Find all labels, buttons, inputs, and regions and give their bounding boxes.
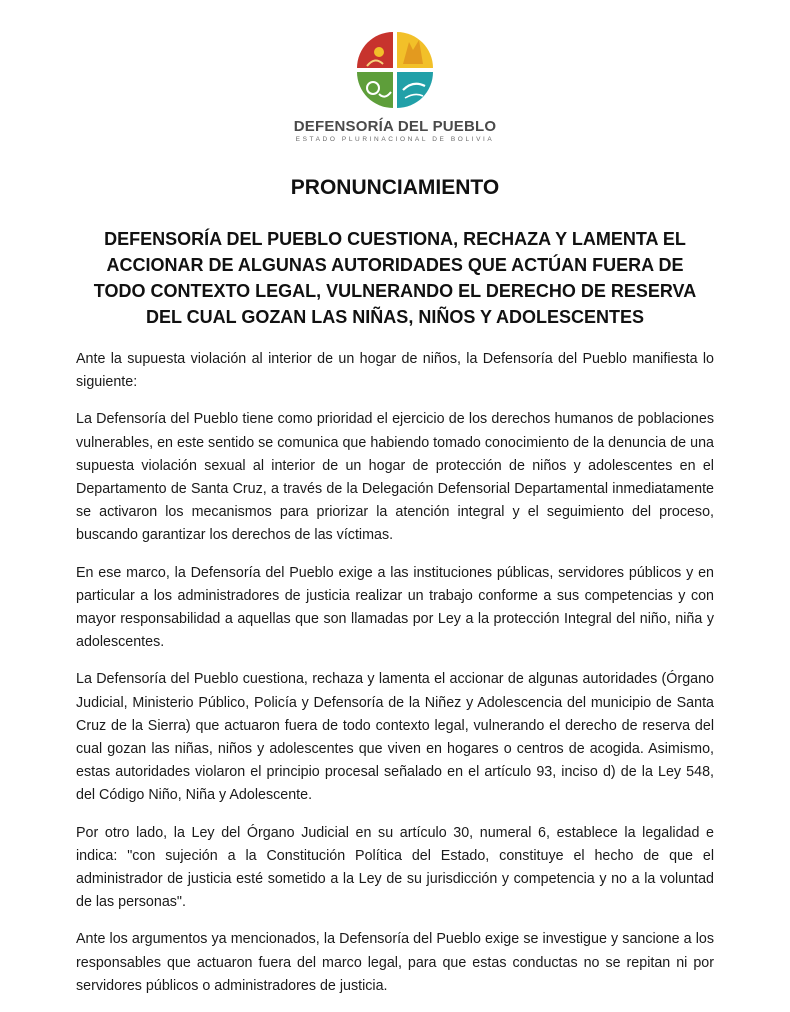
paragraph-5: Por otro lado, la Ley del Órgano Judicial en su artículo 30, numeral 6, establece la legalidad e indica: "con sujeción a la Constitución Política del Estado, constituye el hecho de que el administrador de justicia esté sometido a la Ley de su jurisdicción y competencia y no a la voluntad de las personas". (76, 824, 714, 911)
paragraph-6: Ante los argumentos ya mencionados, la Defensoría del Pueblo exige se investigue y sancione a los responsables que actuaron fuera del marco legal, para que estas conductas no se repitan ni por servidores públicos o administradores de justicia. (76, 931, 714, 994)
header (0, 28, 790, 143)
org-subtitle: ESTADO PLURINACIONAL DE BOLIVIA (295, 136, 495, 143)
defensoria-logo-icon (353, 28, 437, 112)
document-body (76, 348, 714, 1012)
paragraph-2: La Defensoría del Pueblo tiene como prioridad el ejercicio de los derechos humanos de poblaciones vulnerables, en este sentido se comunica que habiendo tomado conocimiento de la denuncia de una supuesta violación sexual al interior de un hogar de protección de niños y adolescentes en el Departamento de Santa Cruz, a través de la Delegación Defensorial Departamental inmediatamente se activaron los mecanismos para priorizar la atención integral y el seguimiento del proceso, buscando garantizar los derechos de las víctimas. (76, 411, 714, 544)
document-title: PRONUNCIAMIENTO (290, 176, 500, 199)
org-name: DEFENSORÍA DEL PUEBLO (293, 118, 497, 135)
paragraph-3: En ese marco, la Defensoría del Pueblo exige a las instituciones públicas, servidores públicos y en particular a los administradores de justicia realizar un trabajo conforme a sus competencias y con mayor responsabilidad a aquellas que son llamadas por Ley a la protección Integral del niño, niña y adolescentes. (76, 564, 714, 651)
paragraph-1: Ante la supuesta violación al interior de un hogar de niños, la Defensoría del Pueblo manifiesta lo siguiente: (76, 351, 714, 391)
paragraph-4: La Defensoría del Pueblo cuestiona, rechaza y lamenta el accionar de algunas autoridades (Órgano Judicial, Ministerio Público, Policía y Defensoría de la Niñez y Adolescencia del municipio de Santa Cruz de la Sierra) que actuaron fuera de todo contexto legal, vulnerando el derecho de reserva del cual gozan las niñas, niños y adolescentes que viven en hogares o centros de acogida. Asimismo, estas autoridades violaron el principio procesal señalado en el artículo 93, inciso d) de la Ley 548, del Código Niño, Niña y Adolescente. (76, 671, 714, 804)
document-subtitle: DEFENSORÍA DEL PUEBLO CUESTIONA, RECHAZA Y LAMENTA EL ACCIONAR DE ALGUNAS AUTORIDADES QUE ACTÚAN FUERA DE TODO CONTEXTO LEGAL, VULNERANDO EL DERECHO DE RESERVA DEL CUAL GOZAN LAS NIÑAS, NIÑOS Y ADOLESCENTES (93, 229, 697, 327)
